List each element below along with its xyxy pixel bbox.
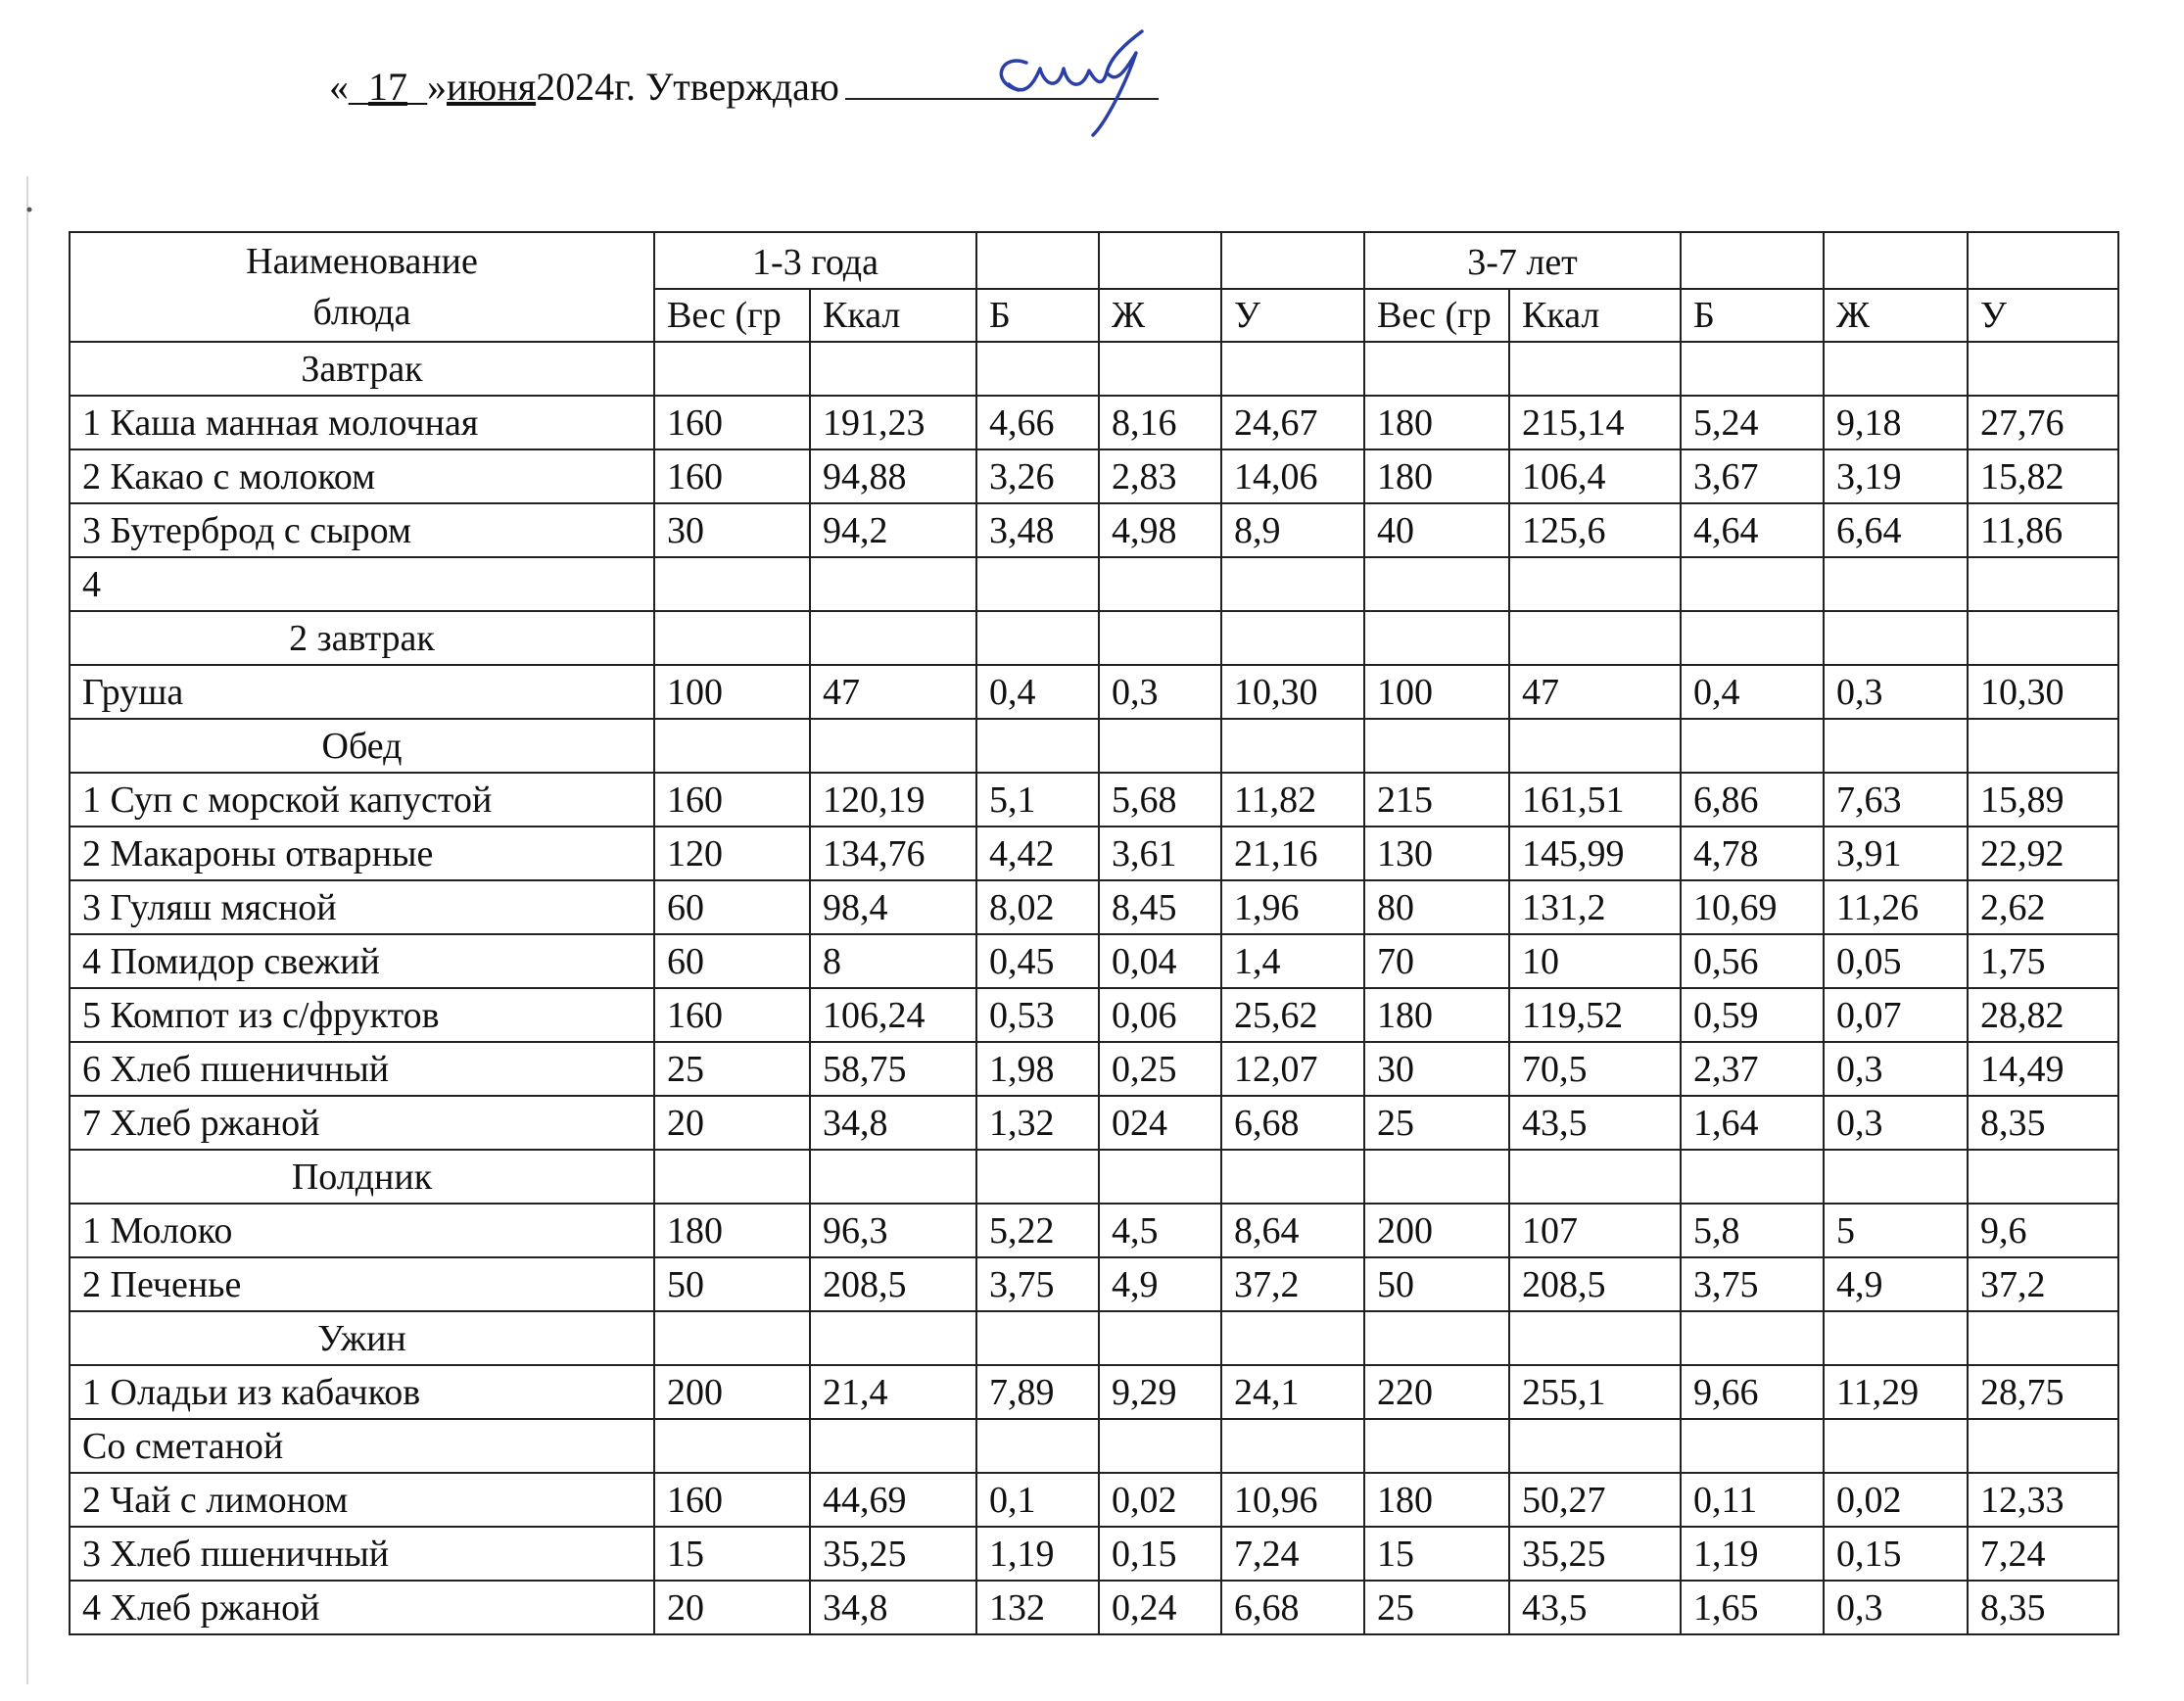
- section-row: [70, 611, 2118, 665]
- value-cell-a-2: 0,4: [976, 665, 1099, 719]
- value-cell-b-1: 255,1: [1509, 1365, 1681, 1419]
- value-cell-a-1: 191,23: [810, 396, 976, 449]
- value-cell-a-1: 96,3: [810, 1204, 976, 1257]
- approval-month: июня: [447, 65, 537, 109]
- table-row: [70, 1581, 2118, 1634]
- value-cell-b-0: 180: [1364, 988, 1509, 1042]
- dish-name: 1 Каша манная молочная: [70, 396, 654, 449]
- value-cell-a-0: 160: [654, 988, 810, 1042]
- value-cell-a-3: 9,29: [1099, 1365, 1221, 1419]
- dish-name: 3 Бутерброд с сыром: [70, 503, 654, 557]
- value-cell-b-4: [1968, 557, 2118, 611]
- table-row: [70, 1365, 2118, 1419]
- value-cell-a-0: 200: [654, 1365, 810, 1419]
- value-cell-a-3: 0,15: [1099, 1527, 1221, 1581]
- value-cell-a-0: 60: [654, 880, 810, 934]
- value-cell-b-2: 0,59: [1681, 988, 1824, 1042]
- group-header-3-7: 3-7 лет: [1364, 232, 1681, 289]
- value-cell-a-2: 5,22: [976, 1204, 1099, 1257]
- value-cell-b-3: 3,19: [1824, 449, 1968, 503]
- column-header-name: [70, 232, 654, 342]
- value-cell-a-4: 1,96: [1221, 880, 1364, 934]
- table-row: [70, 1473, 2118, 1527]
- value-cell-a-3: 0,02: [1099, 1473, 1221, 1527]
- table-row: [70, 396, 2118, 449]
- value-cell-b-3: [1824, 557, 1968, 611]
- value-cell-b-0: 25: [1364, 1581, 1509, 1634]
- dish-name: 2 Чай с лимоном: [70, 1473, 654, 1527]
- value-cell-a-4: 25,62: [1221, 988, 1364, 1042]
- column-header-b-2: Б: [1681, 289, 1824, 342]
- section-title: Обед: [70, 719, 654, 773]
- value-cell-a-4: [1221, 1419, 1364, 1473]
- value-cell-b-1: 208,5: [1509, 1257, 1681, 1311]
- value-cell-a-0: [654, 557, 810, 611]
- value-cell-a-2: 8,02: [976, 880, 1099, 934]
- value-cell-a-0: 30: [654, 503, 810, 557]
- value-cell-b-3: 6,64: [1824, 503, 1968, 557]
- dish-name: Груша: [70, 665, 654, 719]
- value-cell-b-2: 4,64: [1681, 503, 1824, 557]
- value-cell-a-1: 106,24: [810, 988, 976, 1042]
- value-cell-b-1: 10: [1509, 934, 1681, 988]
- value-cell-b-3: 11,29: [1824, 1365, 1968, 1419]
- value-cell-a-4: 37,2: [1221, 1257, 1364, 1311]
- value-cell-a-2: [976, 557, 1099, 611]
- dish-name: 1 Молоко: [70, 1204, 654, 1257]
- value-cell-b-2: 3,75: [1681, 1257, 1824, 1311]
- value-cell-a-4: 6,68: [1221, 1096, 1364, 1150]
- column-header-name-line1: Наименование: [246, 241, 478, 282]
- value-cell-b-2: 0,56: [1681, 934, 1824, 988]
- value-cell-b-0: [1364, 1419, 1509, 1473]
- value-cell-a-4: [1221, 557, 1364, 611]
- value-cell-b-2: 0,4: [1681, 665, 1824, 719]
- value-cell-b-2: 5,24: [1681, 396, 1824, 449]
- value-cell-b-3: 0,3: [1824, 1581, 1968, 1634]
- value-cell-a-4: 6,68: [1221, 1581, 1364, 1634]
- value-cell-a-3: 0,25: [1099, 1042, 1221, 1096]
- value-cell-b-2: 0,11: [1681, 1473, 1824, 1527]
- value-cell-a-1: 94,88: [810, 449, 976, 503]
- dish-name: 4 Помидор свежий: [70, 934, 654, 988]
- value-cell-a-2: 0,1: [976, 1473, 1099, 1527]
- column-header-a-2: Б: [976, 289, 1099, 342]
- value-cell-b-2: 5,8: [1681, 1204, 1824, 1257]
- value-cell-b-4: 37,2: [1968, 1257, 2118, 1311]
- value-cell-a-4: 8,9: [1221, 503, 1364, 557]
- value-cell-a-1: 8: [810, 934, 976, 988]
- section-row: [70, 1311, 2118, 1365]
- value-cell-a-2: 7,89: [976, 1365, 1099, 1419]
- value-cell-b-4: 22,92: [1968, 827, 2118, 880]
- value-cell-b-1: 161,51: [1509, 773, 1681, 827]
- table-row: [70, 503, 2118, 557]
- value-cell-b-0: 40: [1364, 503, 1509, 557]
- value-cell-a-4: 24,1: [1221, 1365, 1364, 1419]
- value-cell-a-1: [810, 1419, 976, 1473]
- table-row: [70, 880, 2118, 934]
- value-cell-b-0: 180: [1364, 396, 1509, 449]
- table-row: [70, 1527, 2118, 1581]
- dish-name: 2 Печенье: [70, 1257, 654, 1311]
- table-row: [70, 827, 2118, 880]
- value-cell-b-1: 106,4: [1509, 449, 1681, 503]
- value-cell-a-4: 11,82: [1221, 773, 1364, 827]
- approval-year-text: 2024г. Утверждаю: [536, 65, 839, 109]
- value-cell-b-2: 9,66: [1681, 1365, 1824, 1419]
- value-cell-a-4: 1,4: [1221, 934, 1364, 988]
- column-header-name-line2: блюда: [312, 292, 411, 333]
- value-cell-b-2: 3,67: [1681, 449, 1824, 503]
- value-cell-a-3: 5,68: [1099, 773, 1221, 827]
- value-cell-b-4: 12,33: [1968, 1473, 2118, 1527]
- table-row: [70, 449, 2118, 503]
- value-cell-a-2: [976, 1419, 1099, 1473]
- value-cell-b-1: 215,14: [1509, 396, 1681, 449]
- value-cell-a-3: 8,16: [1099, 396, 1221, 449]
- table-row: [70, 665, 2118, 719]
- value-cell-b-2: 1,19: [1681, 1527, 1824, 1581]
- value-cell-b-0: 50: [1364, 1257, 1509, 1311]
- value-cell-b-3: 5: [1824, 1204, 1968, 1257]
- section-row: [70, 719, 2118, 773]
- dish-name: 7 Хлеб ржаной: [70, 1096, 654, 1150]
- value-cell-a-3: 024: [1099, 1096, 1221, 1150]
- menu-table: [69, 231, 2119, 1635]
- dish-name: 3 Хлеб пшеничный: [70, 1527, 654, 1581]
- section-title: Завтрак: [70, 342, 654, 396]
- value-cell-b-1: 131,2: [1509, 880, 1681, 934]
- value-cell-a-4: 8,64: [1221, 1204, 1364, 1257]
- value-cell-b-4: 2,62: [1968, 880, 2118, 934]
- value-cell-a-0: 50: [654, 1257, 810, 1311]
- value-cell-a-1: 21,4: [810, 1365, 976, 1419]
- value-cell-a-1: 58,75: [810, 1042, 976, 1096]
- value-cell-a-4: 10,96: [1221, 1473, 1364, 1527]
- value-cell-b-3: 0,15: [1824, 1527, 1968, 1581]
- dish-name: 1 Суп с морской капустой: [70, 773, 654, 827]
- section-title: Ужин: [70, 1311, 654, 1365]
- value-cell-b-3: 0,3: [1824, 665, 1968, 719]
- value-cell-a-1: 44,69: [810, 1473, 976, 1527]
- value-cell-b-4: 8,35: [1968, 1096, 2118, 1150]
- section-title: 2 завтрак: [70, 611, 654, 665]
- table-row: [70, 1419, 2118, 1473]
- value-cell-b-3: 7,63: [1824, 773, 1968, 827]
- value-cell-b-2: 4,78: [1681, 827, 1824, 880]
- value-cell-a-0: 160: [654, 449, 810, 503]
- value-cell-b-0: 200: [1364, 1204, 1509, 1257]
- value-cell-a-0: 20: [654, 1096, 810, 1150]
- value-cell-b-1: [1509, 557, 1681, 611]
- value-cell-b-2: [1681, 1419, 1824, 1473]
- value-cell-b-3: 0,3: [1824, 1096, 1968, 1150]
- value-cell-a-1: 35,25: [810, 1527, 976, 1581]
- value-cell-a-0: 120: [654, 827, 810, 880]
- table-row: [70, 557, 2118, 611]
- value-cell-a-0: 60: [654, 934, 810, 988]
- column-header-a-4: У: [1221, 289, 1364, 342]
- value-cell-a-2: 0,53: [976, 988, 1099, 1042]
- dish-name: 2 Какао с молоком: [70, 449, 654, 503]
- value-cell-b-4: 10,30: [1968, 665, 2118, 719]
- value-cell-a-1: 94,2: [810, 503, 976, 557]
- value-cell-a-2: 0,45: [976, 934, 1099, 988]
- value-cell-b-2: 10,69: [1681, 880, 1824, 934]
- column-header-b-0: Вес (гр: [1364, 289, 1509, 342]
- value-cell-a-3: 4,9: [1099, 1257, 1221, 1311]
- value-cell-b-0: 100: [1364, 665, 1509, 719]
- approval-day: 17: [368, 65, 407, 109]
- value-cell-b-1: 107: [1509, 1204, 1681, 1257]
- section-row: [70, 342, 2118, 396]
- value-cell-b-1: 119,52: [1509, 988, 1681, 1042]
- table-row: [70, 773, 2118, 827]
- value-cell-a-4: 24,67: [1221, 396, 1364, 449]
- value-cell-b-3: 9,18: [1824, 396, 1968, 449]
- value-cell-a-3: 4,5: [1099, 1204, 1221, 1257]
- value-cell-a-2: 132: [976, 1581, 1099, 1634]
- value-cell-b-3: 0,3: [1824, 1042, 1968, 1096]
- table-row: [70, 1257, 2118, 1311]
- value-cell-b-1: 35,25: [1509, 1527, 1681, 1581]
- group-header-1-3: 1-3 года: [654, 232, 976, 289]
- value-cell-b-0: 80: [1364, 880, 1509, 934]
- dish-name: 1 Оладьи из кабачков: [70, 1365, 654, 1419]
- value-cell-a-0: 100: [654, 665, 810, 719]
- value-cell-a-1: 208,5: [810, 1257, 976, 1311]
- value-cell-b-3: [1824, 1419, 1968, 1473]
- value-cell-b-4: 15,82: [1968, 449, 2118, 503]
- value-cell-b-3: 11,26: [1824, 880, 1968, 934]
- dish-name: 3 Гуляш мясной: [70, 880, 654, 934]
- section-row: [70, 1150, 2118, 1204]
- dish-name: 6 Хлеб пшеничный: [70, 1042, 654, 1096]
- value-cell-a-0: [654, 1419, 810, 1473]
- value-cell-b-0: 70: [1364, 934, 1509, 988]
- table-body: [70, 342, 2118, 1634]
- column-header-a-3: Ж: [1099, 289, 1221, 342]
- value-cell-b-1: 145,99: [1509, 827, 1681, 880]
- value-cell-b-1: [1509, 1419, 1681, 1473]
- value-cell-a-1: 120,19: [810, 773, 976, 827]
- table-row: [70, 1096, 2118, 1150]
- table-row: [70, 988, 2118, 1042]
- value-cell-b-0: [1364, 557, 1509, 611]
- value-cell-b-0: 180: [1364, 1473, 1509, 1527]
- value-cell-a-3: 0,06: [1099, 988, 1221, 1042]
- value-cell-b-1: 47: [1509, 665, 1681, 719]
- value-cell-b-2: 1,64: [1681, 1096, 1824, 1150]
- value-cell-b-4: 28,75: [1968, 1365, 2118, 1419]
- column-header-a-1: Ккал: [810, 289, 976, 342]
- value-cell-a-0: 160: [654, 1473, 810, 1527]
- handwritten-signature: [979, 14, 1175, 141]
- value-cell-b-4: 9,6: [1968, 1204, 2118, 1257]
- dish-name: 4: [70, 557, 654, 611]
- value-cell-a-0: 20: [654, 1581, 810, 1634]
- value-cell-b-3: 0,05: [1824, 934, 1968, 988]
- value-cell-b-0: 130: [1364, 827, 1509, 880]
- value-cell-a-1: [810, 557, 976, 611]
- value-cell-b-3: 3,91: [1824, 827, 1968, 880]
- section-title: Полдник: [70, 1150, 654, 1204]
- value-cell-b-4: 1,75: [1968, 934, 2118, 988]
- value-cell-a-1: 34,8: [810, 1096, 976, 1150]
- value-cell-a-1: 98,4: [810, 880, 976, 934]
- value-cell-a-4: 7,24: [1221, 1527, 1364, 1581]
- value-cell-a-2: 3,48: [976, 503, 1099, 557]
- table-row: [70, 1204, 2118, 1257]
- value-cell-b-4: 8,35: [1968, 1581, 2118, 1634]
- value-cell-b-4: 27,76: [1968, 396, 2118, 449]
- column-header-b-3: Ж: [1824, 289, 1968, 342]
- value-cell-a-3: 0,24: [1099, 1581, 1221, 1634]
- value-cell-a-4: 10,30: [1221, 665, 1364, 719]
- value-cell-b-0: 25: [1364, 1096, 1509, 1150]
- value-cell-b-0: 30: [1364, 1042, 1509, 1096]
- value-cell-a-2: 5,1: [976, 773, 1099, 827]
- value-cell-b-4: 15,89: [1968, 773, 2118, 827]
- value-cell-a-3: [1099, 557, 1221, 611]
- value-cell-a-4: 21,16: [1221, 827, 1364, 880]
- approval-quote-close: _»: [407, 65, 447, 109]
- value-cell-a-0: 180: [654, 1204, 810, 1257]
- value-cell-a-3: [1099, 1419, 1221, 1473]
- value-cell-a-0: 160: [654, 773, 810, 827]
- table-head: [70, 232, 2118, 342]
- dish-name: Со сметаной: [70, 1419, 654, 1473]
- value-cell-a-3: 4,98: [1099, 503, 1221, 557]
- value-cell-a-4: 12,07: [1221, 1042, 1364, 1096]
- value-cell-a-2: 3,26: [976, 449, 1099, 503]
- value-cell-a-4: 14,06: [1221, 449, 1364, 503]
- dish-name: 5 Компот из с/фруктов: [70, 988, 654, 1042]
- value-cell-b-1: 70,5: [1509, 1042, 1681, 1096]
- column-header-b-1: Ккал: [1509, 289, 1681, 342]
- value-cell-b-3: 4,9: [1824, 1257, 1968, 1311]
- value-cell-b-4: 7,24: [1968, 1527, 2118, 1581]
- table-row: [70, 934, 2118, 988]
- column-header-b-4: У: [1968, 289, 2118, 342]
- value-cell-a-3: 2,83: [1099, 449, 1221, 503]
- value-cell-a-0: 25: [654, 1042, 810, 1096]
- value-cell-b-1: 125,6: [1509, 503, 1681, 557]
- value-cell-b-0: 15: [1364, 1527, 1509, 1581]
- value-cell-a-2: 4,66: [976, 396, 1099, 449]
- value-cell-b-0: 180: [1364, 449, 1509, 503]
- value-cell-b-2: 1,65: [1681, 1581, 1824, 1634]
- value-cell-a-0: 15: [654, 1527, 810, 1581]
- value-cell-b-4: 28,82: [1968, 988, 2118, 1042]
- value-cell-a-2: 1,98: [976, 1042, 1099, 1096]
- value-cell-a-2: 4,42: [976, 827, 1099, 880]
- value-cell-a-2: 1,19: [976, 1527, 1099, 1581]
- value-cell-b-3: 0,02: [1824, 1473, 1968, 1527]
- value-cell-b-1: 50,27: [1509, 1473, 1681, 1527]
- value-cell-a-3: 8,45: [1099, 880, 1221, 934]
- column-header-a-0: Вес (гр: [654, 289, 810, 342]
- value-cell-a-1: 34,8: [810, 1581, 976, 1634]
- value-cell-a-0: 160: [654, 396, 810, 449]
- value-cell-a-1: 134,76: [810, 827, 976, 880]
- value-cell-b-4: [1968, 1419, 2118, 1473]
- value-cell-a-2: 1,32: [976, 1096, 1099, 1150]
- approval-quote-open: «_: [329, 65, 368, 109]
- table-row: [70, 1042, 2118, 1096]
- value-cell-b-1: 43,5: [1509, 1581, 1681, 1634]
- dish-name: 4 Хлеб ржаной: [70, 1581, 654, 1634]
- value-cell-b-2: 2,37: [1681, 1042, 1824, 1096]
- value-cell-b-0: 215: [1364, 773, 1509, 827]
- value-cell-b-0: 220: [1364, 1365, 1509, 1419]
- value-cell-b-3: 0,07: [1824, 988, 1968, 1042]
- value-cell-a-3: 3,61: [1099, 827, 1221, 880]
- value-cell-b-1: 43,5: [1509, 1096, 1681, 1150]
- value-cell-a-2: 3,75: [976, 1257, 1099, 1311]
- value-cell-b-2: [1681, 557, 1824, 611]
- value-cell-b-4: 11,86: [1968, 503, 2118, 557]
- value-cell-a-3: 0,3: [1099, 665, 1221, 719]
- value-cell-b-4: 14,49: [1968, 1042, 2118, 1096]
- value-cell-a-3: 0,04: [1099, 934, 1221, 988]
- value-cell-a-1: 47: [810, 665, 976, 719]
- value-cell-b-2: 6,86: [1681, 773, 1824, 827]
- dish-name: 2 Макароны отварные: [70, 827, 654, 880]
